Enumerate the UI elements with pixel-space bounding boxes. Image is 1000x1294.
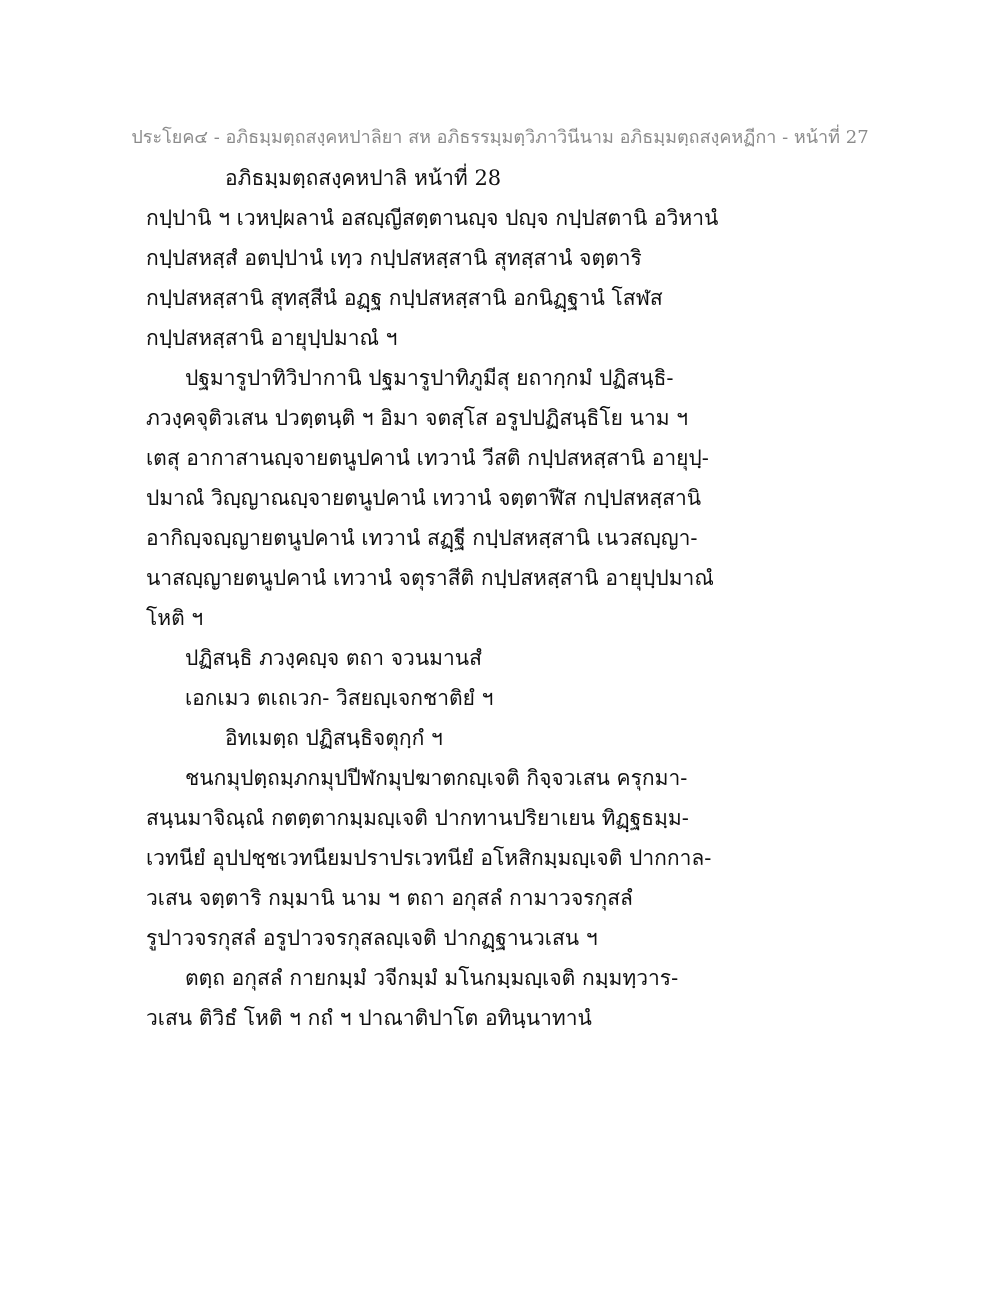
verse-conclusion: อิทเมตฺถ ปฏิสนฺธิจตุกฺกํ ฯ	[225, 726, 443, 750]
text-line: อากิญฺจญฺญายตนูปคานํ เทวานํ สฏฺฐี กปฺปสหสฺสานิ เนวสญฺญา-	[146, 526, 698, 550]
text-line: ปฐมารูปาทิวิปากานิ ปฐมารูปาทิภูมีสุ ยถากฺกมํ ปฏิสนฺธิ-	[185, 366, 674, 390]
text-line: นาสญฺญายตนูปคานํ เทวานํ จตุราสีติ กปฺปสหสฺสานิ อายุปฺปมาณํ	[146, 566, 714, 590]
text-line: กปฺปสหสฺสํ อตปฺปานํ เทฺว กปฺปสหสฺสานิ สุทสฺสานํ จตฺตาริ	[146, 246, 642, 270]
text-line: กปฺปสหสฺสานิ สุทสฺสีนํ อฏฺฐ กปฺปสหสฺสานิ อกนิฏฺฐานํ โสฬส	[146, 286, 663, 310]
text-line: เตสุ อากาสานญฺจายตนูปคานํ เทวานํ วีสติ กปฺปสหสฺสานิ อายุปฺ-	[146, 446, 709, 470]
verse-line: ปฏิสนฺธิ ภวงฺคญฺจ ตถา จวนมานสํ	[185, 646, 482, 670]
text-line: กปฺปานิ ฯ เวหปฺผลานํ อสญฺญีสตฺตานญฺจ ปญฺจ กปฺปสตานิ อวิหานํ	[146, 206, 719, 230]
text-line: ชนกมุปตฺถมฺภกมุปปีฬกมุปฆาตกญฺเจติ กิจฺจวเสน ครุกมา-	[185, 766, 688, 790]
text-line: วเสน ติวิธํ โหติ ฯ กถํ ฯ ปาณาติปาโต อทินฺนาทานํ	[146, 1006, 592, 1030]
text-line: กปฺปสหสฺสานิ อายุปฺปมาณํ ฯ	[146, 326, 398, 350]
page-subheader: อภิธมฺมตฺถสงฺคหปาลิ หน้าที่ 28	[225, 166, 502, 190]
text-line: ภวงฺคจุติวเสน ปวตฺตนฺติ ฯ อิมา จตสฺโส อรูปปฏิสนฺธิโย นาม ฯ	[146, 406, 689, 430]
page-header: ประโยค๔ - อภิธมฺมตฺถสงฺคหปาลิยา สห อภิธรรมฺมตฺวิภาวินีนาม อภิธมฺมตฺถสงฺคหฏีกา - หน้าที่ 27	[131, 127, 869, 148]
verse-line: เอกเมว ตเถเวก- วิสยญฺเจกชาติยํ ฯ	[185, 686, 494, 710]
text-line: เวทนียํ อุปปชฺชเวทนียมปราปรเวทนียํ อโหสิกมฺมญฺเจติ ปากกาล-	[146, 846, 712, 870]
text-line: สนฺนมาจิณฺณํ กตตฺตากมฺมญฺเจติ ปากทานปริยาเยน ทิฏฺฐธมฺม-	[146, 806, 689, 830]
text-line: รูปาวจรกุสลํ อรูปาวจรกุสลญฺเจติ ปากฏฺฐานวเสน ฯ	[146, 926, 598, 950]
text-line: ตตฺถ อกุสลํ กายกมฺมํ วจีกมฺมํ มโนกมฺมญฺเจติ กมฺมทฺวาร-	[185, 966, 679, 990]
text-line: โหติ ฯ	[146, 606, 204, 630]
text-line: วเสน จตฺตาริ กมฺมานิ นาม ฯ ตถา อกุสลํ กามาวจรกุสลํ	[146, 886, 633, 910]
text-line: ปมาณํ วิญฺญาณญฺจายตนูปคานํ เทวานํ จตฺตาฬีส กปฺปสหสฺสานิ	[146, 486, 702, 510]
